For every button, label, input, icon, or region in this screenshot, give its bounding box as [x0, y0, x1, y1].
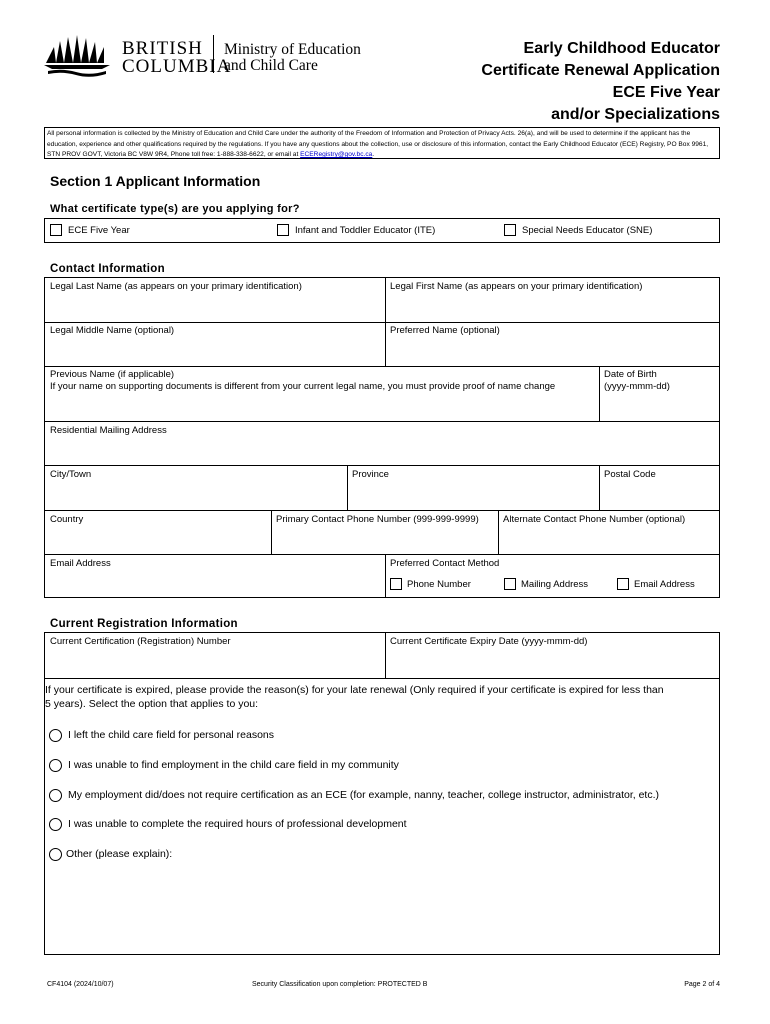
bc-logo — [42, 33, 362, 81]
row-divider — [45, 421, 719, 422]
row-divider — [45, 465, 719, 466]
previous-name-label: Previous Name (if applicable) — [50, 369, 175, 380]
checkbox-phone-number[interactable] — [390, 578, 402, 590]
ministry-line2: and Child Care — [224, 57, 318, 74]
registry-email-link[interactable]: ECERegistry@gov.bc.ca — [300, 151, 373, 159]
logo-divider — [213, 35, 214, 73]
row-divider — [45, 366, 719, 367]
label-ece-five-year: ECE Five Year — [68, 225, 130, 236]
form-id: CF4104 (2024/10/07) — [47, 981, 114, 988]
radio-personal-reasons[interactable] — [49, 729, 62, 742]
logo-british: BRITISH — [122, 38, 203, 59]
late-renewal-instructions — [45, 683, 717, 711]
col-divider — [271, 510, 272, 554]
privacy-notice-text: All personal information is collected by the Ministry of Education and Child Care under the authority of the Freedom of Information and Protection of Privacy Acts. 26(a), and will be used to determine if the applicant has the education, experience and other qualifications required by the regulations. If you have any questions about the collection, use or disclosure of this information, contact the Early Childhood Educator (ECE) Registry, PO Box 9961, STN PROV GOVT, Victoria BC V8W 9R4, Phone toll free: 1-888-338-6622, or email at — [47, 130, 709, 159]
col-divider — [599, 366, 600, 421]
security-classification: Security Classification upon completion: PROTECTED B — [252, 981, 428, 988]
contact-grid — [44, 277, 720, 598]
col-divider — [599, 465, 600, 510]
logo-columbia: COLUMBIA — [122, 56, 232, 77]
checkbox-mailing-address[interactable] — [504, 578, 516, 590]
sun-mountain-icon — [42, 33, 112, 79]
page-number: Page 2 of 4 — [684, 981, 720, 988]
label-sne: Special Needs Educator (SNE) — [522, 225, 653, 236]
row-divider — [45, 322, 719, 323]
legal-middle-name-field[interactable]: Legal Middle Name (optional) — [50, 325, 175, 336]
legal-last-name-field[interactable]: Legal Last Name (as appears on your primary identification) — [50, 281, 302, 292]
alternate-phone-field[interactable]: Alternate Contact Phone Number (optional) — [503, 514, 686, 525]
label-phone-number: Phone Number — [407, 579, 471, 590]
label-no-certification-required: My employment did/does not require certification as an ECE (for example, nanny, teacher, college instructor, administrator, etc.) — [68, 789, 660, 801]
preferred-contact-label: Preferred Contact Method — [390, 558, 500, 569]
contact-heading: Contact Information — [50, 263, 165, 275]
col-divider — [385, 278, 386, 366]
previous-name-field[interactable] — [50, 369, 595, 419]
checkbox-sne[interactable] — [504, 224, 516, 236]
col-divider — [347, 465, 348, 510]
col-divider — [385, 633, 386, 678]
email-address-field[interactable]: Email Address — [50, 558, 111, 569]
label-ite: Infant and Toddler Educator (ITE) — [295, 225, 436, 236]
previous-name-note: If your name on supporting documents is different from your current legal name, you must provide proof of name change — [50, 381, 556, 392]
label-pd-hours: I was unable to complete the required hours of professional development — [68, 818, 407, 830]
title-line1: Early Childhood Educator — [523, 40, 720, 57]
other-explanation-field[interactable] — [65, 865, 705, 950]
title-line3: ECE Five Year — [612, 84, 720, 101]
row-divider — [45, 510, 719, 511]
col-divider — [385, 554, 386, 598]
city-field[interactable]: City/Town — [50, 469, 92, 480]
radio-pd-hours[interactable] — [49, 818, 62, 831]
registration-heading: Current Registration Information — [50, 618, 238, 630]
preferred-name-field[interactable]: Preferred Name (optional) — [390, 325, 500, 336]
checkbox-ece-five-year[interactable] — [50, 224, 62, 236]
privacy-notice: All personal information is collected by the Ministry of Education and Child Care under the authority of the Freedom of Information and Protection of Privacy Acts. 26(a), and will be used to determine if the applicant has the education, experience and other qualifications required by the regulations. If you have any questions about the collection, use or disclosure of this information, contact the Early Childhood Educator (ECE) Registry, PO Box 9961, STN PROV GOVT, Victoria BC V8W 9R4, Phone toll free: 1-888-338-6622, or email at ECERegistry@gov.bc.ca. — [44, 127, 720, 159]
country-field[interactable]: Country — [50, 514, 84, 525]
expiry-date-field[interactable]: Current Certificate Expiry Date (yyyy-mmm-dd) — [390, 636, 588, 647]
late-renewal-line1: If your certificate is expired, please provide the reason(s) for your late renewal (Only required if your certificate is expired for less than — [45, 684, 664, 696]
legal-first-name-field[interactable]: Legal First Name (as appears on your primary identification) — [390, 281, 643, 292]
label-no-employment: I was unable to find employment in the child care field in my community — [68, 759, 399, 771]
certification-number-field[interactable]: Current Certification (Registration) Number — [50, 636, 231, 647]
late-renewal-line2: 5 years). Select the option that applies to you: — [45, 698, 259, 710]
radio-no-certification-required[interactable] — [49, 789, 62, 802]
ministry-line1: Ministry of Education — [224, 41, 361, 58]
row-divider — [45, 554, 719, 555]
date-of-birth-field[interactable] — [604, 369, 714, 419]
checkbox-email-address[interactable] — [617, 578, 629, 590]
certificate-type-question: What certificate type(s) are you applying for? — [50, 203, 300, 215]
certificate-type-box — [44, 218, 720, 243]
dob-format: (yyyy-mmm-dd) — [604, 381, 670, 392]
section1-title: Section 1 Applicant Information — [50, 173, 261, 189]
form-title — [481, 38, 720, 126]
province-field[interactable]: Province — [352, 469, 389, 480]
title-line2: Certificate Renewal Application — [481, 62, 720, 79]
label-other: Other (please explain): — [66, 848, 173, 860]
dob-label: Date of Birth — [604, 369, 657, 380]
col-divider — [498, 510, 499, 554]
checkbox-ite[interactable] — [277, 224, 289, 236]
mailing-address-field[interactable]: Residential Mailing Address — [50, 425, 167, 436]
title-line4: and/or Specializations — [551, 106, 720, 123]
radio-other[interactable] — [49, 848, 62, 861]
row-divider — [45, 678, 719, 679]
label-email-address: Email Address — [634, 579, 695, 590]
radio-no-employment[interactable] — [49, 759, 62, 772]
label-mailing-address: Mailing Address — [521, 579, 589, 590]
primary-phone-field[interactable]: Primary Contact Phone Number (999-999-9999) — [276, 514, 479, 525]
registration-grid — [44, 632, 720, 955]
postal-code-field[interactable]: Postal Code — [604, 469, 656, 480]
label-personal-reasons: I left the child care field for personal reasons — [68, 729, 275, 741]
